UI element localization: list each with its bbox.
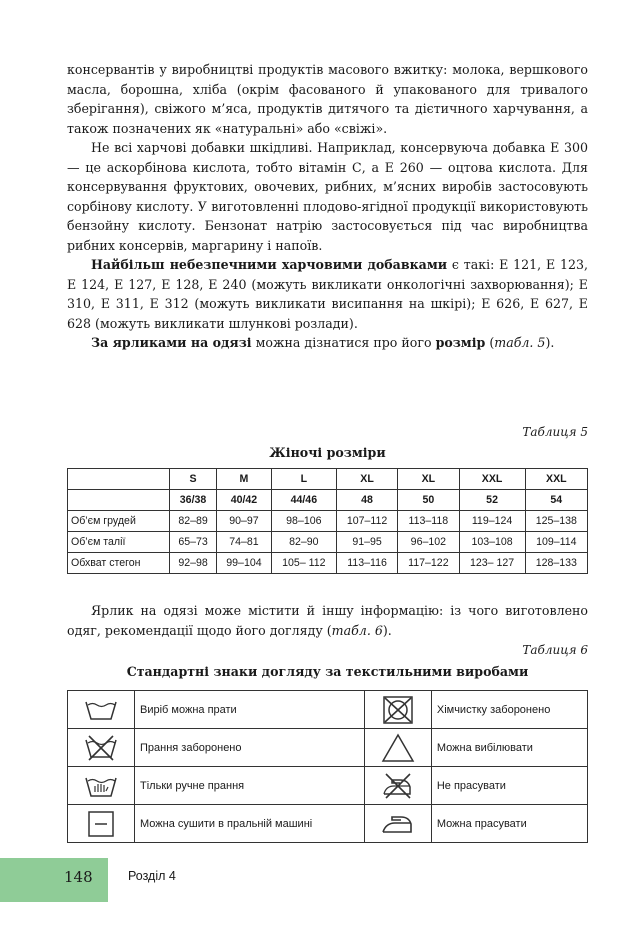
value-cell: 113–116 (336, 553, 397, 574)
value-cell: 103–108 (459, 532, 525, 553)
value-cell: 109–114 (525, 532, 587, 553)
table-row (68, 805, 588, 843)
paragraph-text: ). (382, 622, 392, 638)
size-cell: 40/42 (217, 490, 272, 511)
size-cell: 44/46 (271, 490, 336, 511)
table-row (68, 553, 588, 574)
washtub-icon (68, 691, 135, 729)
size-cell: XL (336, 469, 397, 490)
paragraph-preservatives: консервантів у виробництві продуктів масового вжитку: молока, вершкового масла, борошна, хліба (окрім фасованого й упакованого для тривалого зберігання), свіжого м’яса, продуктів дитячого та дієтичного харчування, а також позначених як «натуральні» або «свіжі». (67, 62, 588, 136)
table-reference: табл. 5 (494, 335, 546, 350)
size-cell: XL (398, 469, 459, 490)
size-cell: XXL (459, 469, 525, 490)
table-reference: табл. 6 (331, 622, 383, 638)
value-cell: 90–97 (217, 511, 272, 532)
table6-title: Стандартні знаки догляду за текстильними виробами (126, 664, 529, 679)
table-row (68, 729, 588, 767)
care-label: Виріб можна прати (135, 691, 365, 729)
value-cell: 96–102 (398, 532, 459, 553)
table-row (68, 767, 588, 805)
iron-icon (364, 805, 431, 843)
no-iron-icon (364, 767, 431, 805)
care-label: Можна вибілювати (431, 729, 587, 767)
care-label: Не прасувати (431, 767, 587, 805)
table-row (68, 511, 588, 532)
value-cell: 113–118 (398, 511, 459, 532)
paragraph-text: ). (545, 335, 555, 350)
bold-phrase: розмір (435, 335, 486, 350)
chapter-label: Розділ 4 (128, 869, 176, 883)
numeric-sizes-row (68, 490, 588, 511)
value-cell: 91–95 (336, 532, 397, 553)
value-cell: 119–124 (459, 511, 525, 532)
bleach-triangle-icon (364, 729, 431, 767)
paragraph-text: можна дізнатися про його (251, 335, 436, 350)
value-cell: 125–138 (525, 511, 587, 532)
table5-caption: Таблиця 5 (522, 425, 588, 439)
care-label: Прання заборонено (135, 729, 365, 767)
care-label: Тільки ручне прання (135, 767, 365, 805)
body-text-2 (67, 601, 588, 640)
paragraph-text: є такі: Е 121, Е 123, Е 124, Е 127, Е 128, Е 240 (можуть викликати онкологічні захворювання); Е 310, Е 311, Е 312 (можуть викликати висипання на шкірі); Е 626, Е 627, Е 628 (можуть викликати шлункові розлади). (67, 257, 588, 331)
size-cell: 50 (398, 490, 459, 511)
size-cell: M (217, 469, 272, 490)
value-cell: 117–122 (398, 553, 459, 574)
bold-phrase: Найбільш небезпечними харчовими добавками (91, 257, 448, 272)
tumble-dry-icon (68, 805, 135, 843)
value-cell: 65–73 (170, 532, 217, 553)
row-label: Об’єм талії (68, 532, 170, 553)
size-cell: 36/38 (170, 490, 217, 511)
size-cell: 52 (459, 490, 525, 511)
size-cell: 48 (336, 490, 397, 511)
care-label: Можна сушити в пральній машині (135, 805, 365, 843)
empty-cell (68, 490, 170, 511)
value-cell: 105– 112 (271, 553, 336, 574)
row-label: Об’єм грудей (68, 511, 170, 532)
page-number: 148 (64, 868, 93, 886)
bold-phrase: За ярликами на одязі (91, 335, 252, 350)
paragraph-dangerous-additives (67, 255, 588, 333)
size-cell: XXL (525, 469, 587, 490)
no-dry-clean-icon (364, 691, 431, 729)
table-row (68, 691, 588, 729)
value-cell: 82–89 (170, 511, 217, 532)
value-cell: 128–133 (525, 553, 587, 574)
body-text (67, 60, 588, 353)
value-cell: 123– 127 (459, 553, 525, 574)
size-cell: 54 (525, 490, 587, 511)
care-label: Хімчистку заборонено (431, 691, 587, 729)
row-label: Обхват стегон (68, 553, 170, 574)
value-cell: 82–90 (271, 532, 336, 553)
care-label: Можна прасувати (431, 805, 587, 843)
women-sizes-table (67, 468, 588, 574)
care-symbols-table (67, 690, 588, 843)
value-cell: 107–112 (336, 511, 397, 532)
size-cell: S (170, 469, 217, 490)
value-cell: 74–81 (217, 532, 272, 553)
paragraph-additives: Не всі харчові добавки шкідливі. Наприклад, консервуюча добавка Е 300 — це аскорбінова кислота, тобто вітамін С, а Е 260 — оцтова кислота. Для консервування фруктових, овочевих, рибних, м’ясних виробів застосовують сорбінову кислоту. У виготовленні плодово-ягідної продукції використовують бензойну кислоту. Бензонат натрію застосовується під час виробництва рибних консервів, маргарину і напоїв. (67, 140, 588, 253)
paragraph-label-info (67, 601, 588, 640)
value-cell: 98–106 (271, 511, 336, 532)
letter-sizes-row (68, 469, 588, 490)
paragraph-clothing-labels (67, 333, 588, 353)
hand-wash-icon (68, 767, 135, 805)
paragraph-text: Ярлик на одязі може містити й іншу інформацію: із чого виготовлено одяг, рекомендації щодо його догляду ( (67, 603, 588, 638)
table6-caption: Таблиця 6 (522, 643, 588, 657)
value-cell: 99–104 (217, 553, 272, 574)
size-cell: L (271, 469, 336, 490)
empty-cell (68, 469, 170, 490)
table-row (68, 532, 588, 553)
no-wash-icon (68, 729, 135, 767)
value-cell: 92–98 (170, 553, 217, 574)
paragraph-text: ( (485, 335, 495, 350)
table5-title: Жіночі розміри (269, 445, 386, 460)
